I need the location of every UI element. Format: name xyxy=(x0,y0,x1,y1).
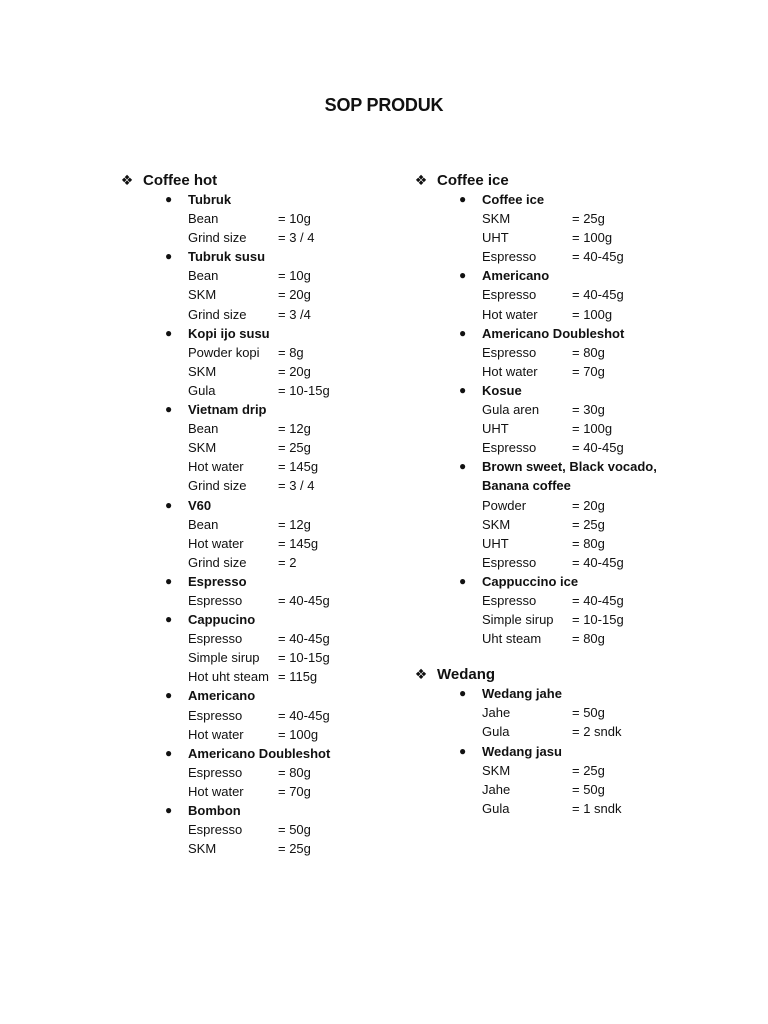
ingredient-value: = 10-15g xyxy=(278,382,330,398)
column-right xyxy=(412,170,672,834)
ingredient-row xyxy=(482,247,672,266)
ingredient-label: Hot water xyxy=(188,535,244,551)
recipe-item xyxy=(412,572,672,648)
ingredient-label: Simple sirup xyxy=(482,612,554,628)
ingredient-value: = 80g xyxy=(572,631,605,647)
ingredient-row xyxy=(482,209,672,228)
section-header xyxy=(412,664,672,684)
ingredient-value: = 80g xyxy=(572,535,605,551)
recipe-item xyxy=(118,572,330,610)
recipe-name-text: Americano xyxy=(482,268,550,284)
ingredient-row xyxy=(188,305,330,324)
recipe-item xyxy=(118,190,330,247)
ingredient-row xyxy=(482,438,672,457)
ingredient-value: = 40-45g xyxy=(572,554,624,570)
bullet-dot-icon: ● xyxy=(165,745,173,760)
recipe-name xyxy=(459,457,672,495)
ingredient-label: Grind size xyxy=(188,554,247,570)
ingredient-row xyxy=(188,706,330,725)
recipe-item xyxy=(118,610,330,686)
recipe-name xyxy=(459,742,672,761)
ingredient-value: = 12g xyxy=(278,421,311,437)
ingredient-value: = 40-45g xyxy=(278,631,330,647)
ingredient-value: = 12g xyxy=(278,516,311,532)
ingredient-value: = 80g xyxy=(278,764,311,780)
ingredient-row xyxy=(482,703,672,722)
ingredient-label: Espresso xyxy=(482,440,537,456)
recipe-name xyxy=(165,572,330,591)
ingredient-value: = 50g xyxy=(278,822,311,838)
bullet-dot-icon: ● xyxy=(459,382,467,397)
recipe-name-text: V60 xyxy=(188,497,212,513)
recipe-name-text: Kosue xyxy=(482,382,522,398)
ingredient-label: SKM xyxy=(482,211,511,227)
ingredient-label: Grind size xyxy=(188,306,247,322)
bullet-dot-icon: ● xyxy=(459,325,467,340)
ingredient-label: Espresso xyxy=(482,344,537,360)
ingredient-label: Espresso xyxy=(482,554,537,570)
ingredient-label: Espresso xyxy=(482,249,537,265)
recipe-name xyxy=(459,266,672,285)
ingredient-row xyxy=(188,839,330,858)
bullet-dot-icon: ● xyxy=(165,573,173,588)
recipe-item xyxy=(412,742,672,818)
section-header xyxy=(412,170,672,190)
ingredient-row xyxy=(188,782,330,801)
diamond-four-petal-icon: ❖ xyxy=(414,665,428,682)
ingredient-value: = 8g xyxy=(278,344,304,360)
section-wedang xyxy=(412,664,672,818)
bullet-dot-icon: ● xyxy=(165,803,173,817)
recipe-item xyxy=(118,324,330,400)
recipe-item xyxy=(118,496,330,572)
ingredient-value: = 40-45g xyxy=(572,249,624,265)
ingredient-label: Espresso xyxy=(482,287,537,303)
ingredient-row xyxy=(188,343,330,362)
section-header xyxy=(118,170,330,190)
ingredient-label: Gula xyxy=(188,382,216,398)
ingredient-label: Simple sirup xyxy=(188,650,260,666)
ingredient-row xyxy=(482,343,672,362)
bullet-dot-icon: ● xyxy=(165,249,173,264)
ingredient-value: = 20g xyxy=(278,363,311,379)
ingredient-label: Uht steam xyxy=(482,631,542,647)
ingredient-value: = 25g xyxy=(572,211,605,227)
ingredient-label: Hot water xyxy=(482,363,538,379)
ingredient-label: Espresso xyxy=(188,592,243,608)
ingredient-label: Bean xyxy=(188,421,219,437)
ingredient-value: = 50g xyxy=(572,705,605,721)
ingredient-label: Hot water xyxy=(482,306,538,322)
ingredient-value: = 25g xyxy=(572,516,605,532)
bullet-dot-icon: ● xyxy=(165,497,173,512)
recipe-name-text: Wedang jahe xyxy=(482,686,562,702)
ingredient-row xyxy=(482,553,672,572)
ingredient-value: = 25g xyxy=(278,440,311,456)
ingredient-label: Hot water xyxy=(188,783,244,799)
ingredient-value: = 40-45g xyxy=(572,592,624,608)
recipe-name xyxy=(165,190,330,209)
recipe-item xyxy=(118,247,330,323)
bullet-dot-icon: ● xyxy=(459,573,467,588)
ingredient-value: = 40-45g xyxy=(278,707,330,723)
ingredient-row xyxy=(482,496,672,515)
ingredient-value: = 70g xyxy=(572,363,605,379)
bullet-dot-icon: ● xyxy=(459,459,467,474)
ingredient-row xyxy=(188,648,330,667)
ingredient-value: = 3 /4 xyxy=(278,306,311,322)
section-title: Coffee ice xyxy=(437,171,509,189)
ingredient-row xyxy=(482,591,672,610)
section-coffee-hot xyxy=(118,170,330,858)
ingredient-label: Grind size xyxy=(188,230,247,246)
ingredient-value: = 50g xyxy=(572,781,605,797)
ingredient-label: SKM xyxy=(482,762,511,778)
bullet-dot-icon: ● xyxy=(459,686,467,701)
ingredient-value: = 100g xyxy=(572,230,613,246)
recipe-name xyxy=(459,381,672,400)
ingredient-label: Powder kopi xyxy=(188,344,260,360)
ingredient-row xyxy=(188,591,330,610)
ingredient-value: = 10-15g xyxy=(278,650,330,666)
recipe-name xyxy=(459,190,672,209)
ingredient-label: UHT xyxy=(482,535,509,551)
ingredient-value: = 25g xyxy=(278,841,311,857)
ingredient-row xyxy=(188,553,330,572)
ingredient-row xyxy=(188,209,330,228)
recipe-name xyxy=(165,496,330,515)
recipe-item xyxy=(412,684,672,741)
recipe-name-text: Kopi ijo susu xyxy=(188,325,270,341)
recipe-name xyxy=(165,610,330,629)
recipe-name-text: Americano Doubleshot xyxy=(482,325,625,341)
recipe-item xyxy=(118,686,330,743)
recipe-name xyxy=(459,572,672,591)
bullet-dot-icon: ● xyxy=(165,612,173,627)
column-left xyxy=(118,170,330,874)
ingredient-row xyxy=(482,419,672,438)
ingredient-label: SKM xyxy=(188,440,217,456)
recipe-name-text: Tubruk xyxy=(188,192,232,207)
bullet-dot-icon: ● xyxy=(459,192,467,206)
ingredient-row xyxy=(188,763,330,782)
ingredient-value: = 80g xyxy=(572,344,605,360)
ingredient-value: = 3 / 4 xyxy=(278,230,315,246)
ingredient-label: Gula xyxy=(482,800,510,816)
ingredient-label: Espresso xyxy=(188,631,243,647)
ingredient-value: = 100g xyxy=(572,306,613,322)
ingredient-row xyxy=(482,285,672,304)
diamond-four-petal-icon: ❖ xyxy=(414,171,428,188)
bullet-dot-icon: ● xyxy=(165,192,173,206)
recipe-name xyxy=(165,400,330,419)
ingredient-row xyxy=(482,228,672,247)
ingredient-value: = 100g xyxy=(572,421,613,437)
ingredient-row xyxy=(482,761,672,780)
ingredient-row xyxy=(482,629,672,648)
ingredient-label: Jahe xyxy=(482,705,511,721)
recipe-name-text: Brown sweet, Black vocado, Banana coffee xyxy=(482,459,657,494)
ingredient-value: = 20g xyxy=(572,497,605,513)
ingredient-row xyxy=(188,629,330,648)
ingredient-row xyxy=(188,820,330,839)
ingredient-row xyxy=(482,610,672,629)
recipe-name-text: Tubruk susu xyxy=(188,249,266,265)
ingredient-label: Bean xyxy=(188,516,219,532)
ingredient-value: = 40-45g xyxy=(278,592,330,608)
ingredient-label: Hot water xyxy=(188,726,244,742)
ingredient-value: = 115g xyxy=(278,669,318,685)
recipe-name-text: Vietnam drip xyxy=(188,402,267,418)
diamond-four-petal-icon: ❖ xyxy=(120,171,134,188)
ingredient-value: = 10g xyxy=(278,211,311,227)
bullet-dot-icon: ● xyxy=(165,688,173,703)
recipe-item xyxy=(118,801,330,858)
ingredient-value: = 20g xyxy=(278,287,311,303)
recipe-name xyxy=(165,247,330,266)
ingredient-row xyxy=(482,515,672,534)
ingredient-row xyxy=(188,534,330,553)
ingredient-label: SKM xyxy=(188,841,217,857)
ingredient-row xyxy=(188,266,330,285)
ingredient-label: Grind size xyxy=(188,478,247,494)
ingredient-value: = 40-45g xyxy=(572,287,624,303)
ingredient-value: = 2 xyxy=(278,554,297,570)
ingredient-value: = 10g xyxy=(278,268,311,284)
ingredient-row xyxy=(482,534,672,553)
ingredient-value: = 145g xyxy=(278,535,319,551)
ingredient-row xyxy=(188,381,330,400)
recipe-name-text: Espresso xyxy=(188,573,247,589)
recipe-name xyxy=(165,744,331,763)
ingredient-value: = 30g xyxy=(572,402,605,418)
ingredient-label: Espresso xyxy=(188,822,243,838)
recipe-item xyxy=(118,744,330,801)
ingredient-label: Hot uht steam xyxy=(188,669,269,685)
ingredient-row xyxy=(482,305,672,324)
ingredient-value: = 10-15g xyxy=(572,612,624,628)
ingredient-label: Hot water xyxy=(188,459,244,475)
ingredient-value: = 40-45g xyxy=(572,440,624,456)
bullet-dot-icon: ● xyxy=(459,743,467,758)
ingredient-label: UHT xyxy=(482,421,509,437)
section-title: Coffee hot xyxy=(143,171,218,189)
ingredient-label: Powder xyxy=(482,497,527,513)
recipe-name xyxy=(459,684,672,703)
ingredient-value: = 145g xyxy=(278,459,319,475)
bullet-dot-icon: ● xyxy=(165,402,173,417)
ingredient-label: Jahe xyxy=(482,781,511,797)
recipe-item xyxy=(412,190,672,266)
bullet-dot-icon: ● xyxy=(459,268,467,283)
ingredient-label: SKM xyxy=(188,363,217,379)
ingredient-label: Gula aren xyxy=(482,402,540,418)
ingredient-label: Espresso xyxy=(188,707,243,723)
ingredient-row xyxy=(188,419,330,438)
ingredient-row xyxy=(188,476,330,495)
recipe-item xyxy=(412,381,672,457)
ingredient-label: Espresso xyxy=(482,592,537,608)
ingredient-row xyxy=(188,725,330,744)
section-coffee-ice xyxy=(412,170,672,648)
ingredient-label: Bean xyxy=(188,211,219,227)
ingredient-row xyxy=(188,285,330,304)
recipe-item xyxy=(412,266,672,323)
ingredient-row xyxy=(482,722,672,741)
recipe-item xyxy=(412,457,672,572)
page-title: SOP PRODUK xyxy=(324,95,444,115)
ingredient-row xyxy=(482,799,672,818)
ingredient-label: SKM xyxy=(482,516,511,532)
ingredient-row xyxy=(188,362,330,381)
ingredient-value: = 3 / 4 xyxy=(278,478,315,494)
recipe-name-text: Wedang jasu xyxy=(482,743,562,759)
recipe-name-text: Bombon xyxy=(188,803,241,818)
ingredient-row xyxy=(482,362,672,381)
ingredient-row xyxy=(482,400,672,419)
ingredient-value: = 1 sndk xyxy=(572,800,622,816)
section-title: Wedang xyxy=(437,665,496,683)
ingredient-label: Espresso xyxy=(188,764,243,780)
ingredient-label: UHT xyxy=(482,230,509,246)
ingredient-row xyxy=(188,457,330,476)
ingredient-value: = 100g xyxy=(278,726,319,742)
recipe-name-text: Americano xyxy=(188,688,256,704)
recipe-name xyxy=(165,686,330,705)
recipe-name xyxy=(165,324,330,343)
ingredient-label: Bean xyxy=(188,268,219,284)
recipe-name xyxy=(165,801,330,820)
ingredient-label: Gula xyxy=(482,724,510,740)
ingredient-row xyxy=(188,667,330,686)
ingredient-row xyxy=(188,438,330,457)
recipe-item xyxy=(412,324,672,381)
recipe-name-text: Coffee ice xyxy=(482,192,545,207)
recipe-name-text: Americano Doubleshot xyxy=(188,745,331,761)
ingredient-value: = 70g xyxy=(278,783,311,799)
recipe-item xyxy=(118,400,330,495)
ingredient-row xyxy=(482,780,672,799)
ingredient-value: = 2 sndk xyxy=(572,724,622,740)
recipe-name xyxy=(459,324,672,343)
recipe-name-text: Cappucino xyxy=(188,612,256,628)
bullet-dot-icon: ● xyxy=(165,325,173,340)
ingredient-row xyxy=(188,515,330,534)
recipe-name-text: Cappuccino ice xyxy=(482,573,579,589)
ingredient-value: = 25g xyxy=(572,762,605,778)
ingredient-label: SKM xyxy=(188,287,217,303)
ingredient-row xyxy=(188,228,330,247)
